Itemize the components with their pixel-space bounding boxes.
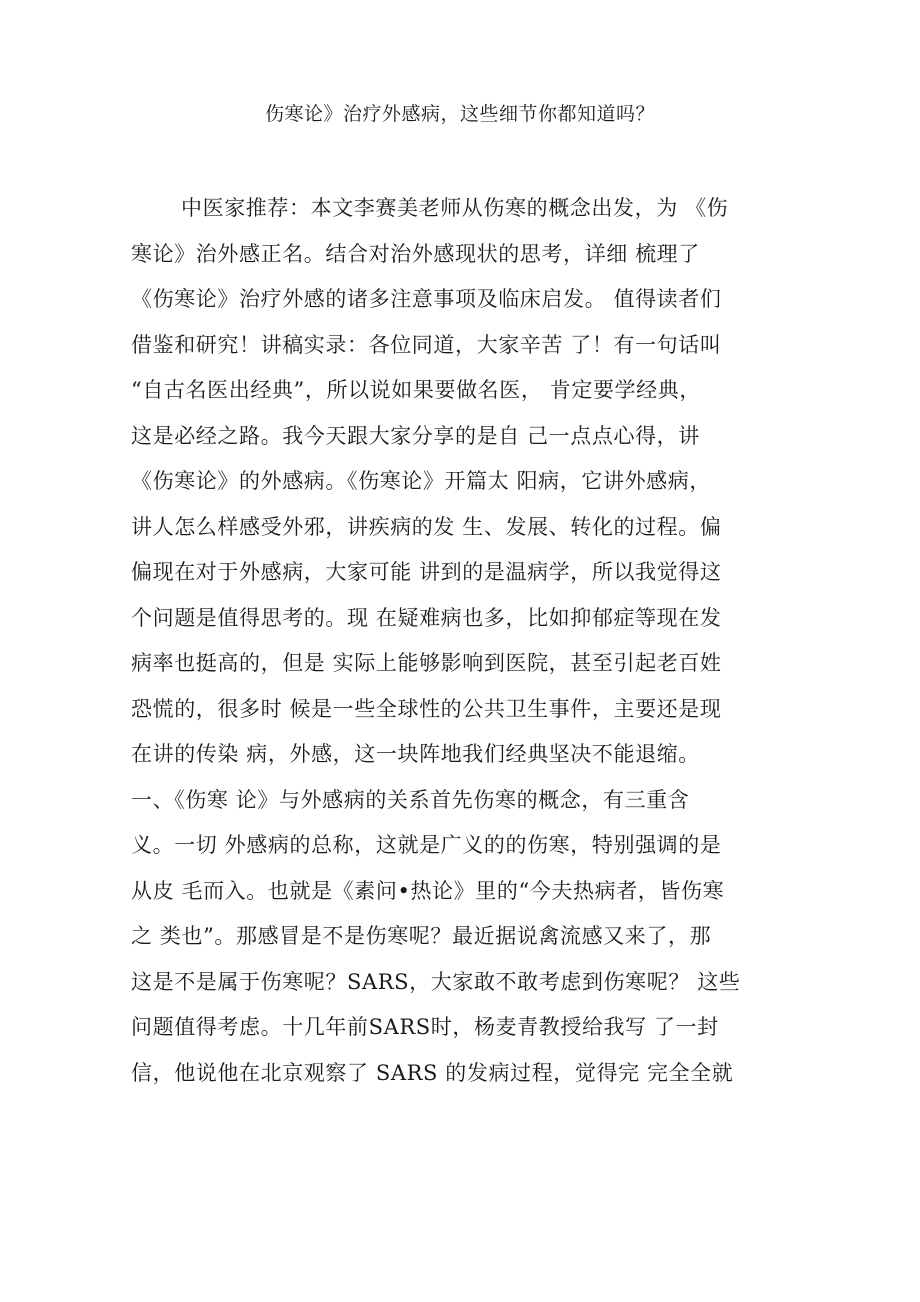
paragraph-line: 问题值得考虑。十几年前SARS时，杨麦青教授给我写 了一封 — [131, 1015, 719, 1039]
paragraph-line: 之 类也”。那感冒是不是伤寒呢？最近据说禽流感又来了，那 — [131, 924, 712, 948]
document-body — [131, 186, 791, 1096]
paragraph-line: 借鉴和研究！讲稿实录：各位同道，大家辛苦 了！有一句话叫 — [131, 332, 722, 357]
paragraph-line: 偏现在对于外感病，大家可能 讲到的是温病学，所以我觉得这 — [131, 560, 722, 584]
paragraph-line: 寒论》治外感正名。结合对治外感现状的思考，详细 梳理了 — [131, 241, 700, 266]
paragraph-line: 病率也挺高的，但是 实际上能够影响到医院，甚至引起老百姓 — [131, 651, 722, 675]
paragraph-line: 《伤寒论》治疗外感的诸多注意事项及临床启发。 值得读者们 — [131, 287, 722, 311]
paragraph-line: 个问题是值得思考的。现 在疑难病也多，比如抑郁症等现在发 — [131, 605, 722, 630]
paragraph-line: 义。一切 外感病的总称，这就是广义的的伤寒，特别强调的是 — [131, 833, 722, 857]
paragraph-line: 这是必经之路。我今天跟大家分享的是自 己一点点心得，讲 — [131, 423, 700, 448]
paragraph-line: 恐慌的，很多时 候是一些全球性的公共卫生事件，主要还是现 — [131, 696, 722, 721]
paragraph-line: 在讲的传染 病，外感，这一块阵地我们经典坚决不能退缩。 — [131, 742, 700, 766]
document-title: 伤寒论》治疗外感病，这些细节你都知道吗？ — [264, 103, 655, 125]
paragraph-line: 信，他说他在北京观察了 SARS 的发病过程，觉得完 完全全就 — [131, 1060, 734, 1085]
paragraph-line: 这是不是属于伤寒呢？SARS，大家敢不敢考虑到伤寒呢？ 这些 — [131, 969, 741, 994]
paragraph-line: 从皮 毛而入。也就是《素问•热论》里的“今夫热病者，皆伤寒 — [131, 878, 725, 903]
paragraph-line: 讲人怎么样感受外邪，讲疾病的发 生、发展、转化的过程。偏 — [131, 514, 722, 539]
section-heading-line: 一、《伤寒 论》与外感病的关系首先伤寒的概念，有三重含 — [131, 787, 690, 812]
paragraph-line: 《伤寒论》的外感病。《伤寒论》开篇太 阳病，它讲外感病， — [131, 469, 711, 493]
paragraph-line: 中医家推荐：本文李赛美老师从伤寒的概念出发，为 《伤 — [181, 196, 729, 220]
paragraph-line: “自古名医出经典”，所以说如果要做名医， 肯定要学经典， — [131, 378, 701, 402]
